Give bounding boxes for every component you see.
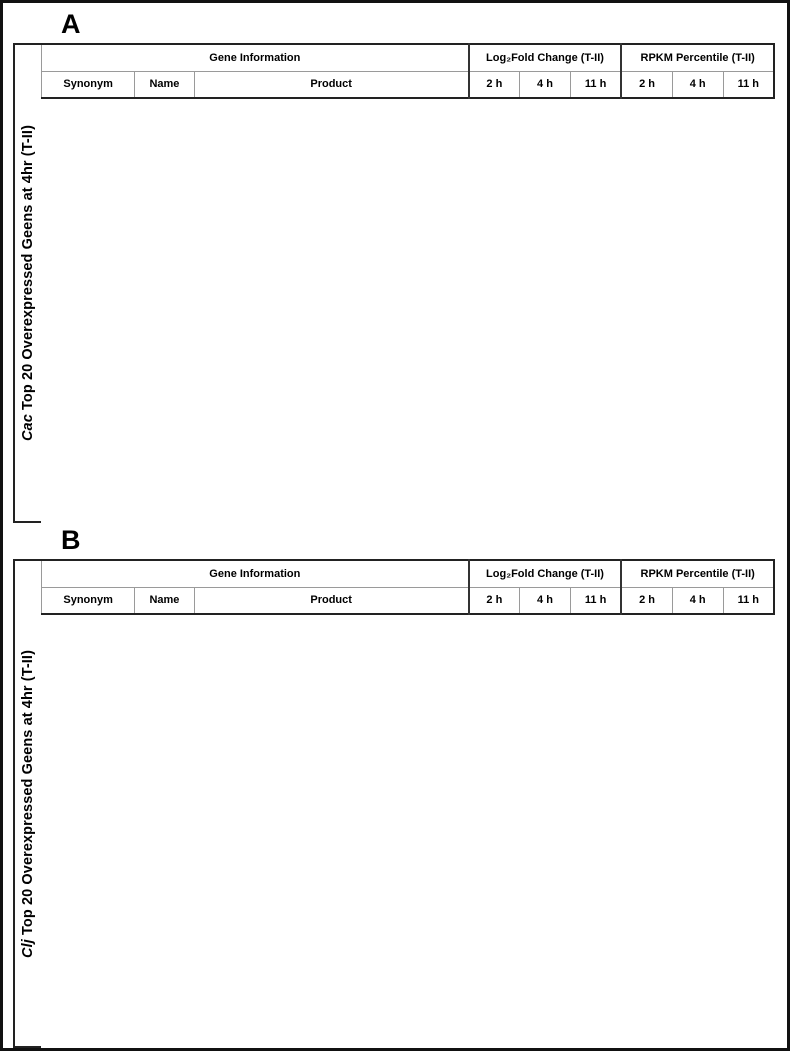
panel-b-side-label xyxy=(13,559,41,1048)
header-product: Product xyxy=(194,72,469,99)
header-pct-4h: 4 h xyxy=(672,72,723,99)
table-b-body xyxy=(42,614,775,1047)
table-b-group-header-row xyxy=(42,560,775,588)
header-log2fold-change: Log₂Fold Change (T-II) xyxy=(469,44,622,72)
table-b xyxy=(41,559,775,1048)
header-product: Product xyxy=(194,588,469,615)
header-rpkm-percentile: RPKM Percentile (T-II) xyxy=(621,44,774,72)
header-name: Name xyxy=(135,588,194,615)
header-synonym: Synonym xyxy=(42,588,135,615)
header-synonym: Synonym xyxy=(42,72,135,99)
panel-a xyxy=(3,3,787,523)
table-b-sub-header-row xyxy=(42,588,775,615)
panel-b-organism: Clj xyxy=(20,938,36,958)
panel-a-side-label xyxy=(13,43,41,523)
header-fc-4h: 4 h xyxy=(520,72,571,99)
header-fc-11h: 11 h xyxy=(570,72,621,99)
header-pct-11h: 11 h xyxy=(723,72,774,99)
panel-b xyxy=(3,523,787,1048)
table-a xyxy=(41,43,775,523)
panel-b-body xyxy=(13,559,775,1048)
header-pct-11h: 11 h xyxy=(723,588,774,615)
table-a-body xyxy=(42,98,775,522)
panel-b-letter: B xyxy=(61,525,81,555)
header-pct-2h: 2 h xyxy=(621,72,672,99)
table-a-sub-header-row xyxy=(42,72,775,99)
header-name: Name xyxy=(135,72,194,99)
table-b-head xyxy=(42,560,775,614)
header-gene-information: Gene Information xyxy=(42,44,469,72)
header-pct-2h: 2 h xyxy=(621,588,672,615)
panel-a-body xyxy=(13,43,775,523)
table-a-head xyxy=(42,44,775,98)
header-gene-information: Gene Information xyxy=(42,560,469,588)
header-fc-4h: 4 h xyxy=(520,588,571,615)
header-fc-2h: 2 h xyxy=(469,588,520,615)
panel-b-side-text: Top 20 Overexpressed Geens at 4hr (T-II) xyxy=(20,649,36,939)
header-fc-11h: 11 h xyxy=(570,588,621,615)
header-rpkm-percentile: RPKM Percentile (T-II) xyxy=(621,560,774,588)
header-fc-2h: 2 h xyxy=(469,72,520,99)
header-pct-4h: 4 h xyxy=(672,588,723,615)
header-log2fold-change: Log₂Fold Change (T-II) xyxy=(469,560,622,588)
table-a-group-header-row xyxy=(42,44,775,72)
panel-a-side-text: Top 20 Overexpressed Geens at 4hr (T-II) xyxy=(20,124,36,415)
panel-a-letter: A xyxy=(61,9,81,39)
panel-a-organism: Cac xyxy=(20,414,36,441)
